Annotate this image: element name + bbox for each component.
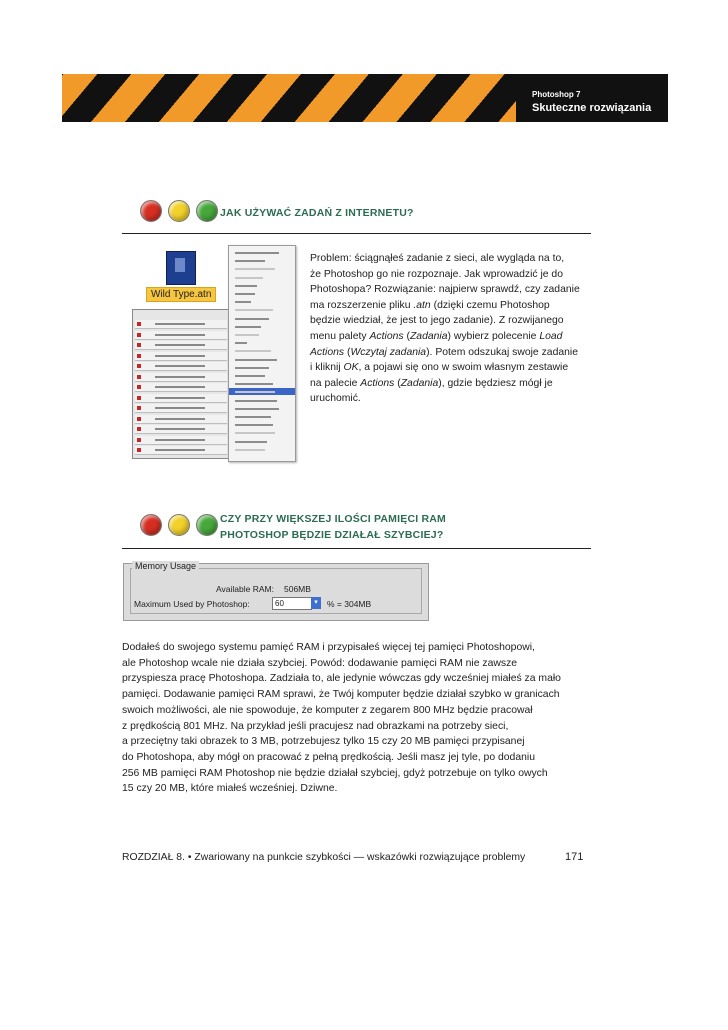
italic-term: Actions xyxy=(310,346,345,358)
palette-row xyxy=(135,331,227,340)
actions-screenshot xyxy=(132,245,302,460)
menu-item xyxy=(235,400,277,402)
section2-paragraph xyxy=(122,640,602,797)
section1-line: że Photoshop go nie rozpoznaje. Jak wprowadzić je do xyxy=(310,268,563,280)
section2-line: z prędkością 801 MHz. Na przykład jeśli pracujesz nad obrazkami na potrzeby sieci, xyxy=(122,720,509,732)
red-light-icon xyxy=(140,514,162,536)
yellow-light-icon xyxy=(168,514,190,536)
palette-row xyxy=(135,436,227,445)
section1-line: Photoshopa? Rozwiązanie: najpierw sprawdź, czy zadanie xyxy=(310,284,580,296)
menu-item xyxy=(235,383,273,385)
section1-line: uruchomić. xyxy=(310,393,361,405)
series-name: Skuteczne rozwiązania xyxy=(532,102,652,114)
chapter-footer: ROZDZIAŁ 8. • Zwariowany na punkcie szybkości — wskazówki rozwiązujące problemy xyxy=(122,852,526,863)
menu-item xyxy=(235,309,273,311)
section2-line: ale Photoshop wcale nie działa szybciej. Powód: dodawanie pamięci RAM nie zawsze xyxy=(122,657,518,669)
max-used-label: Maximum Used by Photoshop: xyxy=(134,599,250,609)
palette-row xyxy=(135,320,227,329)
memory-usage-screenshot xyxy=(122,563,430,625)
section2-line: do Photoshopa, aby mógł on pracować z pełną prędkością. Jeśli masz jej tyle, po dodaniu xyxy=(122,751,535,763)
yellow-light-icon xyxy=(168,200,190,222)
actions-palette xyxy=(132,309,232,459)
page-number: 171 xyxy=(565,851,584,863)
section2-line: swoich możliwości, ale nie spowoduje, że komputer z zegarem 800 MHz będzie pracował xyxy=(122,704,533,716)
section2-body xyxy=(122,640,602,797)
palette-row xyxy=(135,362,227,371)
section1-rule xyxy=(122,233,591,234)
green-light-icon xyxy=(196,514,218,536)
menu-item xyxy=(235,252,279,254)
section2-line: przyspiesza pracę Photoshopa. Zadziała to, ale jedynie wówczas gdy wcześniej miałeś za mało xyxy=(122,673,561,685)
section1-body xyxy=(310,251,596,407)
max-used-field[interactable]: 60 xyxy=(272,597,312,610)
menu-item xyxy=(235,293,255,295)
traffic-light-icon xyxy=(140,514,218,536)
menu-item xyxy=(235,449,265,451)
section2-line: a przeciętny taki obrazek to 3 MB, potrzebujesz tylko 15 czy 20 MB pamięci przypisanej xyxy=(122,736,525,748)
available-ram-value: 506MB xyxy=(284,584,311,594)
menu-item xyxy=(235,367,269,369)
italic-term: Zadania xyxy=(409,330,448,342)
italic-term: Wczytaj zadania xyxy=(350,346,427,358)
dropdown-arrow-icon[interactable]: ▾ xyxy=(311,597,321,609)
available-ram-label: Available RAM: xyxy=(216,584,274,594)
menu-item xyxy=(235,301,251,303)
section1-line: i kliknij OK, a pojawi się ono w swoim własnym zestawie xyxy=(310,362,569,374)
action-file-label: Wild Type.atn xyxy=(146,287,216,302)
italic-term: Zadania xyxy=(400,377,439,389)
menu-item xyxy=(235,359,277,361)
traffic-light-icon xyxy=(140,200,218,222)
palette-row xyxy=(135,446,227,455)
menu-item xyxy=(235,326,261,328)
section1-line: Actions (Wczytaj zadania). Potem odszukaj swoje zadanie xyxy=(310,346,578,358)
menu-item xyxy=(235,277,263,279)
palette-row xyxy=(135,394,227,403)
palette-row xyxy=(135,352,227,361)
section2-line: 256 MB pamięci RAM Photoshop nie będzie działał szybciej, gdyż potrzebuje on tylko owych xyxy=(122,767,548,779)
product-name: Photoshop 7 xyxy=(532,90,581,99)
section2-line: pamięci. Dodawanie pamięci RAM sprawi, że Twój komputer będzie działał szybko w granicach xyxy=(122,689,560,701)
max-used-result: % = 304MB xyxy=(327,599,372,609)
palette-row xyxy=(135,404,227,413)
section1-line: Problem: ściągnąłeś zadanie z sieci, ale wygląda na to, xyxy=(310,253,565,264)
actions-flyout-menu xyxy=(228,245,296,462)
section2-line: 15 czy 20 MB, które miałeś wcześniej. Dziwne. xyxy=(122,783,338,795)
section2-title-line2: PHOTOSHOP BĘDZIE DZIAŁAŁ SZYBCIEJ? xyxy=(220,529,444,541)
palette-row xyxy=(135,425,227,434)
menu-item xyxy=(235,432,275,434)
menu-item xyxy=(235,391,275,393)
section1-line: ma rozszerzenie pliku .atn (dzięki czemu Photoshop xyxy=(310,299,550,311)
section2-line: Dodałeś do swojego systemu pamięć RAM i przypisałeś więcej tej pamięci Photoshopowi, xyxy=(122,642,535,653)
menu-item xyxy=(235,408,279,410)
section2-rule xyxy=(122,548,591,549)
section2-title xyxy=(220,511,446,543)
action-file-icon xyxy=(166,251,196,285)
menu-item xyxy=(235,342,247,344)
palette-row xyxy=(135,341,227,350)
palette-row xyxy=(135,415,227,424)
italic-term: Actions xyxy=(369,330,404,342)
section1-line: menu palety Actions (Zadania) wybierz polecenie Load xyxy=(310,330,563,342)
section2-title-line1: CZY PRZY WIĘKSZEJ ILOŚCI PAMIĘCI RAM xyxy=(220,513,446,525)
menu-item xyxy=(235,424,273,426)
menu-item xyxy=(235,416,271,418)
memory-usage-panel xyxy=(123,563,429,621)
section1-line: na palecie Actions (Zadania), gdzie będziesz mógł je xyxy=(310,377,553,389)
italic-term: OK xyxy=(343,362,359,374)
italic-term: Actions xyxy=(360,377,395,389)
green-light-icon xyxy=(196,200,218,222)
section1-paragraph xyxy=(310,251,596,407)
section1-title: JAK UŻYWAĆ ZADAŃ Z INTERNETU? xyxy=(220,207,414,219)
menu-item xyxy=(235,285,257,287)
palette-row xyxy=(135,383,227,392)
menu-item xyxy=(235,375,265,377)
menu-item xyxy=(235,260,265,262)
italic-term: Load xyxy=(539,330,563,342)
memory-usage-legend: Memory Usage xyxy=(132,561,199,571)
menu-item xyxy=(235,268,275,270)
red-light-icon xyxy=(140,200,162,222)
menu-item xyxy=(235,441,267,443)
palette-row xyxy=(135,373,227,382)
menu-item xyxy=(235,350,271,352)
menu-item xyxy=(235,334,259,336)
menu-item xyxy=(235,318,269,320)
section1-line: będzie wiedział, że jest to jego zadanie). Z rozwijanego xyxy=(310,315,564,327)
italic-term: .atn xyxy=(413,299,431,311)
series-badge xyxy=(516,74,668,122)
